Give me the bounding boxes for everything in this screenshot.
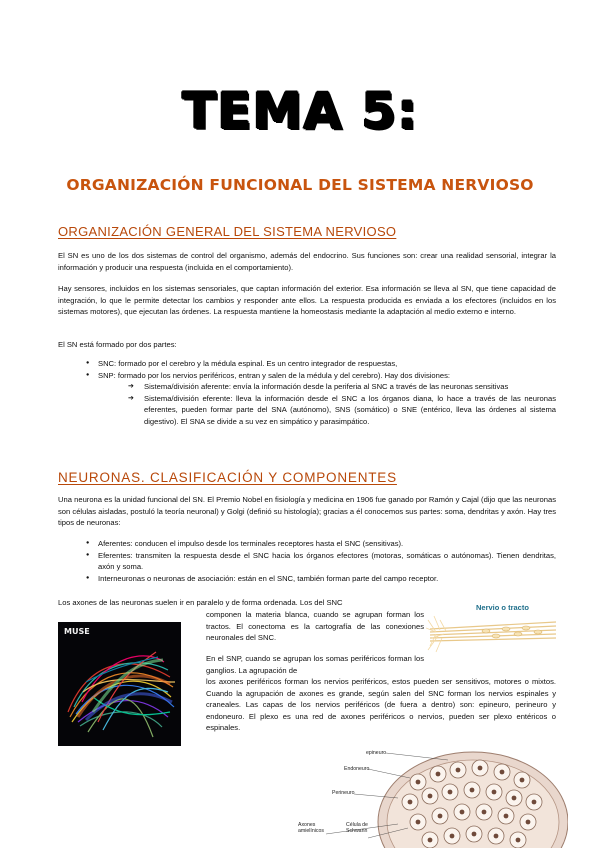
paragraph: Los axones de las neuronas suelen ir en paralelo y de forma ordenada. Los del SNC (58, 598, 343, 607)
sub-list-item: ➔ Sistema/división eferente: lleva la información desde el SNC a los órganos diana, lo hace a través de las neuronas eferentes, pueden formar parte del SNA (autónomo), SNS (somático) o SNE (entérico, lleva las órdenes al sistema digestivo). El SNA se divide a su vez en simpático y parasimpático. (98, 393, 556, 428)
label-axones-amielinicos: Axones amielínicos (298, 822, 324, 834)
list-item: ● Aferentes: conducen el impulso desde los terminales receptores hasta el SNC (sensitivas). (58, 538, 556, 550)
paragraph: El SN está formado por dos partes: (58, 340, 177, 349)
label-celula-schwann: Célula de Schwann (346, 822, 368, 834)
section-heading-organizacion: ORGANIZACIÓN GENERAL DEL SISTEMA NERVIOSO (58, 224, 397, 239)
nervio-illustration (426, 598, 562, 654)
paragraph: los axones periféricos forman los nervios periféricos, estos pueden ser sensitivos, motores o mixtos. Cuando la agrupación de axones es grande, según salen del SNC forman los nervios espinales y craneales. Las capas de los nervios periféricos (de fuera a dentro) son: epineuro, perineuro y endoneuro. El plexo es una red de axones periféricos o nervios, pueden ser plexo entéricos o espinales. (206, 677, 556, 732)
bullet-list-sn-partes (58, 358, 556, 427)
list-item: ● Eferentes: transmiten la respuesta desde el SNC hacia los órganos efectores (motoras, somáticas o autónomas). Tienen dendritas, axón y soma. (58, 550, 556, 573)
list-item: ● Interneuronas o neuronas de asociación: están en el SNC, también forman parte del campo receptor. (58, 573, 556, 585)
list-item: ● SNC: formado por el cerebro y la médula espinal. Es un centro integrador de respuestas, (58, 358, 556, 370)
paragraph: En el SNP, cuando se agrupan los somas periféricos forman los ganglios. La agrupación de (206, 654, 424, 675)
connectome-image (58, 622, 181, 746)
nerve-fiber-drawing (426, 598, 562, 654)
bullet-list-tipos-neuronas (58, 538, 556, 584)
paragraph: El SN es uno de los dos sistemas de control del organismo, además del endocrino. Sus funciones son: crear una realidad sensorial, integrar la información y producir una respuesta (incluida en el comportamiento). (58, 251, 556, 272)
list-item (58, 370, 556, 428)
page-title: TEMA 5: (182, 82, 418, 140)
connectome-illustration (58, 622, 181, 746)
nerve-cross-section (298, 742, 568, 848)
label-endoneuro: Endoneuro (344, 766, 370, 772)
paragraph: Hay sensores, incluidos en los sistemas sensoriales, que captan información del exterior. Esa información se lleva al SN, que tiene capacidad de integración, lo que le permite detectar los cambios y responder ante ellos. La respuesta producida es enviada a los efectores (incluidos en los sistemas motores), que ejecutan las órdenes. La respuesta mantiene la homeostasis mediante la adaptación al medio externo e interno. (58, 284, 556, 316)
paragraph: Una neurona es la unidad funcional del SN. El Premio Nobel en fisiología y medicina en 1906 fue ganado por Ramón y Cajal (dijo que las neuronas son células aisladas, postuló la teoría neuronal) y Golgi (definió su histología); gracias a él conocemos sus partes: soma, dendritas y axón. Hay tres tipos de neuronas: (58, 495, 556, 527)
list-item-text: SNP: formado por los nervios periféricos, entran y salen de la médula y del cerebro). Hay dos divisiones: (98, 370, 451, 380)
paragraph: componen la materia blanca, cuando se agrupan forman los tractos. El conectoma es la cartografía de las conexiones neuronales del SNC. (206, 610, 424, 642)
label-perineuro: Perineuro (332, 790, 355, 796)
label-epineuro: epineuro (366, 750, 387, 756)
sub-list-item: ➔ Sistema/división aferente: envía la información desde la periferia al SNC a través de las neuronas sensitivas (98, 381, 556, 393)
muse-logo: MUSE (64, 627, 90, 636)
arrow-sublist (98, 381, 556, 427)
document-subtitle: ORGANIZACIÓN FUNCIONAL DEL SISTEMA NERVIOSO (66, 176, 534, 194)
nervio-label: Nervio o tracto (476, 603, 529, 612)
section-heading-neuronas: NEURONAS. CLASIFICACIÓN Y COMPONENTES (58, 470, 397, 485)
